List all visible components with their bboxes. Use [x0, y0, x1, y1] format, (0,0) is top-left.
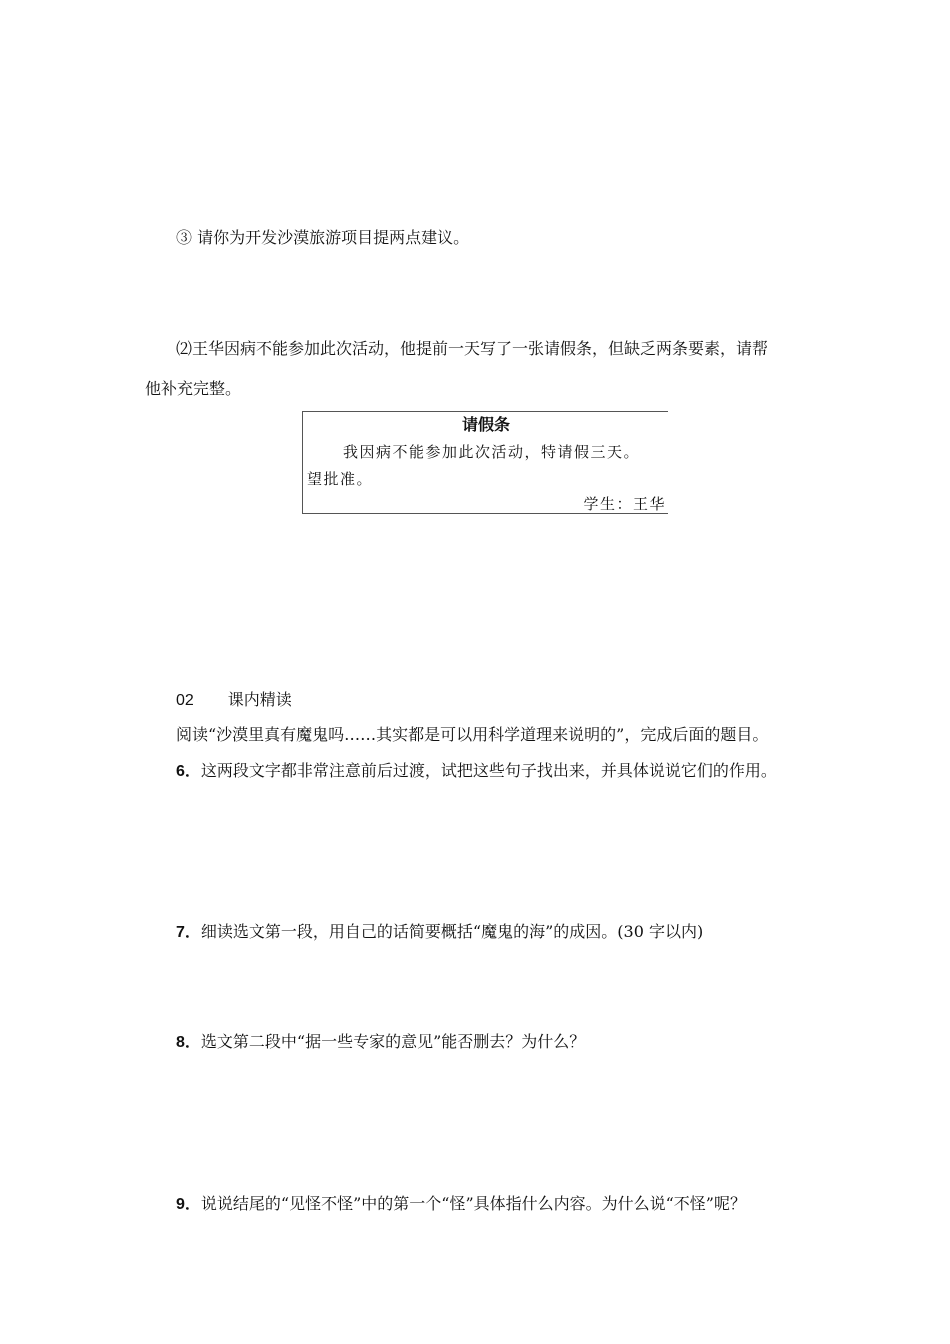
- question-9: [176, 1193, 746, 1216]
- question-number: 9．: [176, 1196, 201, 1213]
- question-text: 细读选文第一段，用自己的话简要概括“魔鬼的海”的成因。(30 字以内): [200, 922, 704, 941]
- task2-prompt-line2: 他补充完整。: [145, 379, 242, 398]
- task2-prompt-line1: ⑵王华因病不能参加此次活动，他提前一天写了一张请假条，但缺乏两条要素，请帮: [176, 339, 769, 358]
- leave-note-title: 请假条: [461, 415, 510, 434]
- question-text: 选文第二段中“据一些专家的意见”能否删去？为什么？: [200, 1032, 586, 1051]
- task3-prompt: ③ 请你为开发沙漠旅游项目提两点建议。: [176, 228, 470, 247]
- question-number: 6．: [176, 763, 201, 780]
- section-title: 课内精读: [227, 690, 292, 709]
- section-number: 02: [176, 692, 194, 709]
- question-7: [176, 921, 703, 944]
- question-8: [176, 1031, 585, 1054]
- question-text: 这两段文字都非常注意前后过渡，试把这些句子找出来，并具体说说它们的作用。: [200, 761, 777, 780]
- leave-note-signature: 学生：王华: [583, 495, 666, 513]
- section-heading: [176, 689, 292, 712]
- section-instruction: 阅读“沙漠里真有魔鬼吗……其实都是可以用科学道理来说明的”，完成后面的题目。: [176, 725, 769, 744]
- question-text: 说说结尾的“见怪不怪”中的第一个“怪”具体指什么内容。为什么说“不怪”呢？: [200, 1194, 746, 1213]
- leave-note: [302, 411, 668, 514]
- question-6: [176, 760, 777, 783]
- leave-note-body-line2: 望批准。: [307, 470, 374, 488]
- question-number: 7．: [176, 924, 201, 941]
- question-number: 8．: [176, 1034, 201, 1051]
- leave-note-body-line1: 我因病不能参加此次活动，特请假三天。: [343, 443, 641, 461]
